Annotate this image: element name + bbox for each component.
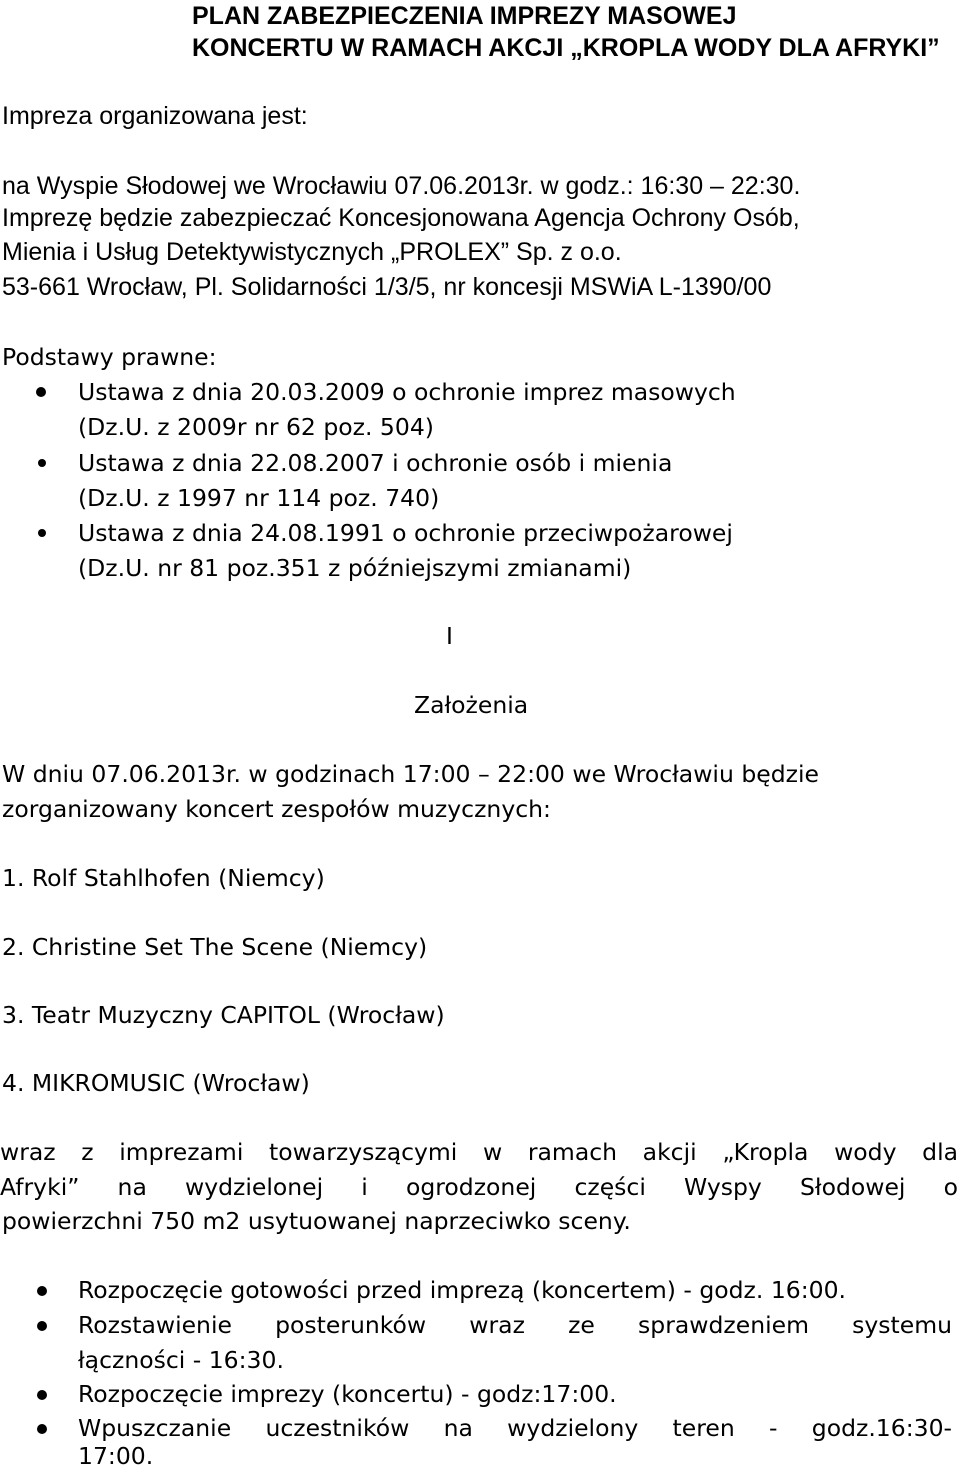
- bullet-icon: [37, 1321, 47, 1331]
- section-title: Założenia: [414, 691, 529, 719]
- schedule-item-1: Rozpoczęcie gotowości przed imprezą (koncertem) - godz. 16:00.: [78, 1276, 847, 1304]
- band-item-2: 2. Christine Set The Scene (Niemcy): [2, 933, 428, 961]
- body-p2-line-2: Afryki” na wydzielonej i ogrodzonej części Wyspy Słodowej o: [0, 1173, 958, 1201]
- intro-heading: Impreza organizowana jest:: [2, 102, 308, 130]
- legal-item-1-line-2: (Dz.U. z 2009r nr 62 poz. 504): [78, 413, 434, 441]
- legal-item-1-line-1: Ustawa z dnia 20.03.2009 o ochronie imprez masowych: [78, 378, 736, 406]
- band-item-1: 1. Rolf Stahlhofen (Niemcy): [2, 864, 325, 892]
- title-line-1: PLAN ZABEZPIECZENIA IMPREZY MASOWEJ: [192, 2, 737, 30]
- body-p1-line-2: zorganizowany koncert zespołów muzycznych:: [2, 795, 551, 823]
- legal-item-2-line-1: Ustawa z dnia 22.08.2007 i ochronie osób i mienia: [78, 449, 673, 477]
- body-p1-line-1: W dniu 07.06.2013r. w godzinach 17:00 – 22:00 we Wrocławiu będzie: [2, 760, 819, 788]
- bullet-icon: [38, 529, 46, 537]
- schedule-item-4-line-2: 17:00.: [78, 1442, 154, 1470]
- intro-line-1: na Wyspie Słodowej we Wrocławiu 07.06.2013r. w godz.: 16:30 – 22:30.: [2, 172, 801, 200]
- band-item-3: 3. Teatr Muzyczny CAPITOL (Wrocław): [2, 1001, 445, 1029]
- bullet-icon: [37, 1390, 47, 1400]
- intro-line-4: 53-661 Wrocław, Pl. Solidarności 1/3/5, nr koncesji MSWiA L-1390/00: [2, 273, 772, 301]
- schedule-item-2-line-1: Rozstawienie posterunków wraz ze sprawdzeniem systemu: [78, 1311, 952, 1339]
- intro-line-2: Imprezę będzie zabezpieczać Koncesjonowana Agencja Ochrony Osób,: [2, 204, 800, 232]
- body-p2-line-1: wraz z imprezami towarzyszącymi w ramach akcji „Kropla wody dla: [0, 1138, 958, 1166]
- band-item-4: 4. MIKROMUSIC (Wrocław): [2, 1069, 310, 1097]
- schedule-item-3: Rozpoczęcie imprezy (koncertu) - godz:17:00.: [78, 1380, 617, 1408]
- section-number: I: [446, 622, 453, 650]
- legal-item-3-line-2: (Dz.U. nr 81 poz.351 z późniejszymi zmianami): [78, 554, 632, 582]
- legal-item-3-line-1: Ustawa z dnia 24.08.1991 o ochronie przeciwpożarowej: [78, 519, 733, 547]
- bullet-icon: [37, 1286, 47, 1296]
- bullet-icon: [38, 459, 46, 467]
- bullet-icon: [36, 387, 46, 397]
- intro-line-3: Mienia i Usług Detektywistycznych „PROLEX” Sp. z o.o.: [2, 238, 622, 266]
- legal-item-2-line-2: (Dz.U. z 1997 nr 114 poz. 740): [78, 484, 440, 512]
- body-p2-line-3: powierzchni 750 m2 usytuowanej naprzeciwko sceny.: [2, 1207, 631, 1235]
- legal-heading: Podstawy prawne:: [2, 343, 217, 371]
- bullet-icon: [37, 1424, 47, 1434]
- schedule-item-4-line-1: Wpuszczanie uczestników na wydzielony teren - godz.16:30-: [78, 1414, 952, 1442]
- schedule-item-2-line-2: łączności - 16:30.: [78, 1346, 284, 1374]
- title-line-2: KONCERTU W RAMACH AKCJI „KROPLA WODY DLA AFRYKI”: [192, 34, 940, 62]
